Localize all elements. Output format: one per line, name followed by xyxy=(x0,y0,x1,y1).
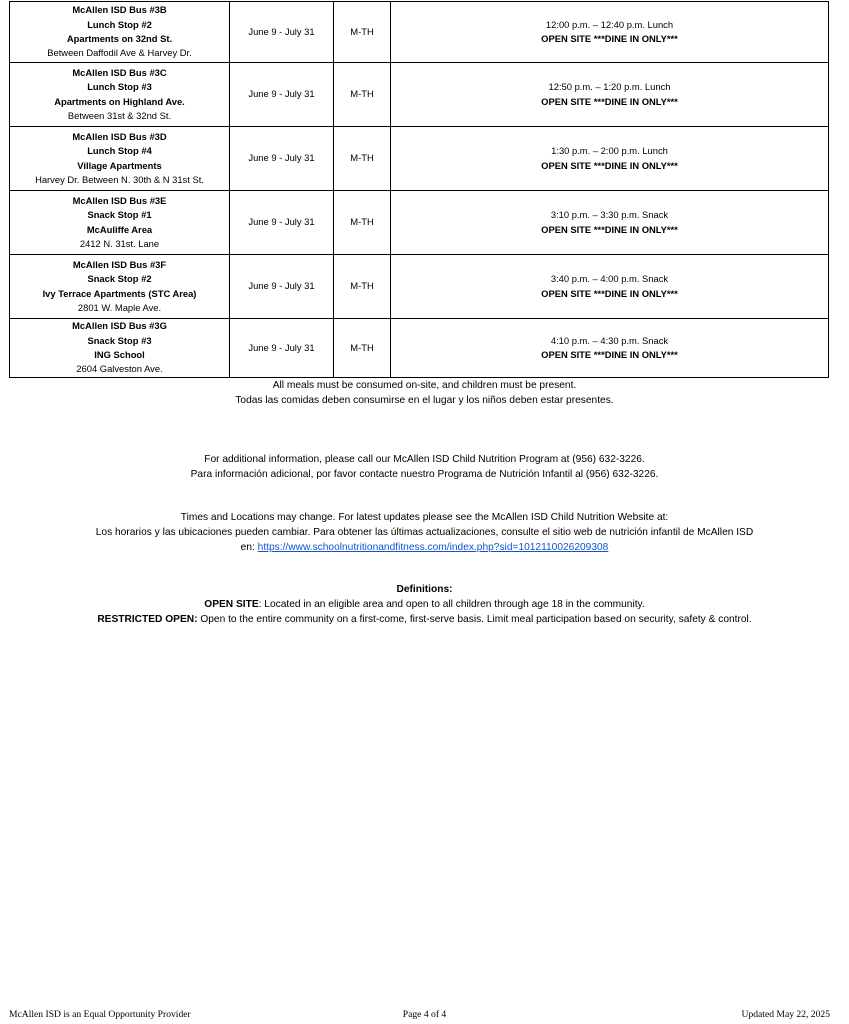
days-cell: M-TH xyxy=(334,319,391,378)
time-cell xyxy=(391,255,829,319)
site-cell xyxy=(10,191,230,255)
days-cell: M-TH xyxy=(334,255,391,319)
place-name: ING School xyxy=(94,349,145,360)
consumption-note xyxy=(0,379,849,409)
meal-time: 1:30 p.m. – 2:00 p.m. Lunch xyxy=(551,145,668,157)
meal-time: 12:00 p.m. – 12:40 p.m. Lunch xyxy=(545,18,674,30)
days-cell: M-TH xyxy=(334,2,391,63)
site-address: Harvey Dr. Between N. 30th & N 31st St. xyxy=(35,173,204,185)
dates-cell: June 9 - July 31 xyxy=(230,319,334,378)
time-cell xyxy=(391,319,829,378)
nutrition-website-link[interactable]: https://www.schoolnutritionandfitness.com/index.php?sid=1012110026209308 xyxy=(257,541,609,553)
site-type: OPEN SITE ***DINE IN ONLY*** xyxy=(541,159,678,171)
meal-time: 3:10 p.m. – 3:30 p.m. Snack xyxy=(550,209,669,221)
bus-name: McAllen ISD Bus #3G xyxy=(72,320,167,332)
days-cell: M-TH xyxy=(334,191,391,255)
dates-cell: June 9 - July 31 xyxy=(230,2,334,63)
restricted-open-desc: Open to the entire community on a first-come, first-serve basis. Limit meal participation based on security, safety & control. xyxy=(197,613,752,625)
bus-name: McAllen ISD Bus #3C xyxy=(72,66,167,78)
stop-name: Lunch Stop #4 xyxy=(87,145,152,157)
site-cell xyxy=(10,2,230,63)
site-type: OPEN SITE ***DINE IN ONLY*** xyxy=(541,33,678,44)
meal-time: 3:40 p.m. – 4:00 p.m. Snack xyxy=(550,273,669,285)
schedule-row xyxy=(10,2,829,63)
stop-name: Lunch Stop #2 xyxy=(87,18,152,30)
days-cell: M-TH xyxy=(334,127,391,191)
stop-name: Snack Stop #1 xyxy=(87,209,152,221)
dates-cell: June 9 - July 31 xyxy=(230,127,334,191)
site-cell xyxy=(10,255,230,319)
dates-cell: June 9 - July 31 xyxy=(230,191,334,255)
schedule-body xyxy=(10,2,829,378)
definitions-heading: Definitions: xyxy=(396,584,453,595)
dates-cell: June 9 - July 31 xyxy=(230,63,334,127)
open-site-desc: : Located in an eligible area and open to all children through age 18 in the community. xyxy=(258,598,645,610)
site-cell xyxy=(10,127,230,191)
days-cell: M-TH xyxy=(334,63,391,127)
changes-es-prefix: en: xyxy=(240,541,258,553)
changes-link-line xyxy=(0,541,849,556)
stop-name: Lunch Stop #3 xyxy=(87,81,152,93)
open-site-term: OPEN SITE xyxy=(204,598,259,610)
restricted-open-term: RESTRICTED OPEN: xyxy=(97,613,198,625)
meal-time: 12:50 p.m. – 1:20 p.m. Lunch xyxy=(548,81,671,93)
site-type: OPEN SITE ***DINE IN ONLY*** xyxy=(541,349,678,360)
place-name: Apartments on 32nd St. xyxy=(66,33,173,44)
schedule-row xyxy=(10,255,829,319)
site-address: 2412 N. 31st. Lane xyxy=(79,237,160,249)
schedule-row xyxy=(10,63,829,127)
site-address: Between 31st & 32nd St. xyxy=(67,109,172,121)
info-es: Para información adicional, por favor contacte nuestro Programa de Nutrición Infantil al (956) 632-3226. xyxy=(190,468,659,480)
site-address: 2604 Galveston Ave. xyxy=(76,363,163,375)
footer-provider: McAllen ISD is an Equal Opportunity Provider xyxy=(9,1009,191,1020)
meal-time: 4:10 p.m. – 4:30 p.m. Snack xyxy=(550,334,669,346)
footer-page-number: Page 4 of 4 xyxy=(402,1009,447,1020)
site-type: OPEN SITE ***DINE IN ONLY*** xyxy=(541,287,678,299)
time-cell xyxy=(391,2,829,63)
dates-cell: June 9 - July 31 xyxy=(230,255,334,319)
site-cell xyxy=(10,319,230,378)
definition-open-site xyxy=(0,598,849,613)
schedule-row xyxy=(10,191,829,255)
time-cell xyxy=(391,63,829,127)
schedule-row xyxy=(10,127,829,191)
consume-note-es: Todas las comidas deben consumirse en el lugar y los niños deben estar presentes. xyxy=(235,394,614,406)
site-address: Between Daffodil Ave & Harvey Dr. xyxy=(47,47,192,59)
bus-name: McAllen ISD Bus #3F xyxy=(72,258,167,270)
time-cell xyxy=(391,191,829,255)
place-name: Apartments on Highland Ave. xyxy=(54,95,185,107)
place-name: McAuliffe Area xyxy=(86,223,153,235)
additional-info xyxy=(0,453,849,483)
place-name: Ivy Terrace Apartments (STC Area) xyxy=(42,287,197,299)
site-cell xyxy=(10,63,230,127)
changes-en: Times and Locations may change. For latest updates please see the McAllen ISD Child Nutrition Website at: xyxy=(180,512,669,523)
site-address: 2801 W. Maple Ave. xyxy=(77,301,162,313)
place-name: Village Apartments xyxy=(77,159,162,171)
bus-name: McAllen ISD Bus #3D xyxy=(72,130,167,142)
site-type: OPEN SITE ***DINE IN ONLY*** xyxy=(541,223,678,235)
stop-name: Snack Stop #3 xyxy=(87,334,152,346)
meal-schedule-table xyxy=(9,1,829,378)
time-cell xyxy=(391,127,829,191)
definitions xyxy=(0,583,849,627)
consume-note-en: All meals must be consumed on-site, and children must be present. xyxy=(272,380,577,391)
definition-restricted-open xyxy=(0,613,849,628)
info-en: For additional information, please call our McAllen ISD Child Nutrition Program at (956) 632-3226. xyxy=(204,454,645,465)
bus-name: McAllen ISD Bus #3E xyxy=(72,194,167,206)
schedule-row xyxy=(10,319,829,378)
stop-name: Snack Stop #2 xyxy=(87,273,152,285)
site-type: OPEN SITE ***DINE IN ONLY*** xyxy=(541,95,678,107)
footer-updated: Updated May 22, 2025 xyxy=(741,1009,830,1020)
bus-name: McAllen ISD Bus #3B xyxy=(72,4,167,16)
updates-notice xyxy=(0,511,849,555)
changes-es: Los horarios y las ubicaciones pueden cambiar. Para obtener las últimas actualizaciones, consulte el sitio web de nutrición infantil de McAllen ISD xyxy=(95,526,754,538)
